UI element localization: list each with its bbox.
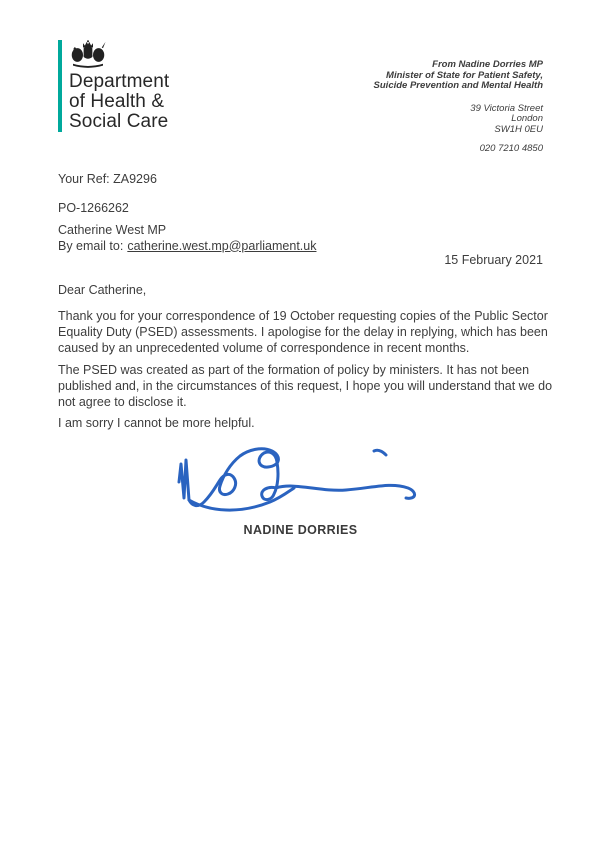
recipient-email-link[interactable]: catherine.west.mp@parliament.uk: [127, 238, 317, 253]
royal-crest-icon: [69, 40, 169, 70]
paragraph-line: Thank you for your correspondence of 19 October requesting copies of the Public Sector: [58, 308, 548, 323]
paragraph-line: not agree to disclose it.: [58, 394, 187, 409]
your-ref: Your Ref: ZA9296: [58, 171, 157, 186]
sender-phone: 020 7210 4850: [479, 143, 543, 154]
sender-address-line-3: SW1H 0EU: [494, 123, 543, 135]
sender-address-block: [374, 104, 543, 136]
sender-address-line-2: London: [511, 113, 543, 124]
sender-from-block: [374, 60, 543, 92]
recipient-name: Catherine West MP: [58, 222, 167, 237]
sender-from-line-2: Minister of State for Patient Safety,: [386, 69, 543, 81]
paragraph-1: [58, 308, 548, 356]
logo-main: [69, 40, 169, 132]
paragraph-line: The PSED was created as part of the formation of policy by ministers. It has not been: [58, 362, 530, 377]
logo-line-3: Social Care: [69, 111, 169, 132]
sender-from-line-3: Suicide Prevention and Mental Health: [373, 80, 543, 91]
letterhead: [58, 40, 543, 155]
letter-date: 15 February 2021: [444, 252, 543, 267]
paragraph-line: caused by an unprecedented volume of correspondence in recent months.: [58, 340, 470, 355]
logo-wordmark: [69, 72, 169, 132]
logo-line-2: of Health &: [69, 91, 165, 112]
paragraph-line: Equality Duty (PSED) assessments. I apologise for the delay in replying, which has been: [58, 324, 548, 339]
paragraph-line: published and, in the circumstances of this request, I hope you will understand that we do: [58, 378, 553, 393]
paragraph-3: [58, 415, 543, 431]
signature-ink: [160, 442, 440, 520]
sender-from-line-1: From Nadine Dorries MP: [432, 59, 543, 70]
paragraph-2: [58, 362, 553, 410]
paragraph-line: I am sorry I cannot be more helpful.: [58, 415, 255, 430]
logo-accent-bar: [58, 40, 62, 132]
email-label: By email to:: [58, 238, 124, 253]
signatory-name: NADINE DORRIES: [243, 522, 358, 537]
salutation: Dear Catherine,: [58, 282, 147, 297]
dhsc-logo: [58, 40, 169, 132]
po-number: PO-1266262: [58, 200, 129, 215]
handwritten-signature: [160, 442, 440, 520]
recipient-block: [58, 222, 543, 254]
logo-line-1: Department: [69, 71, 170, 92]
sender-address-line-1: 39 Victoria Street: [470, 102, 543, 114]
sender-details: [374, 60, 543, 155]
